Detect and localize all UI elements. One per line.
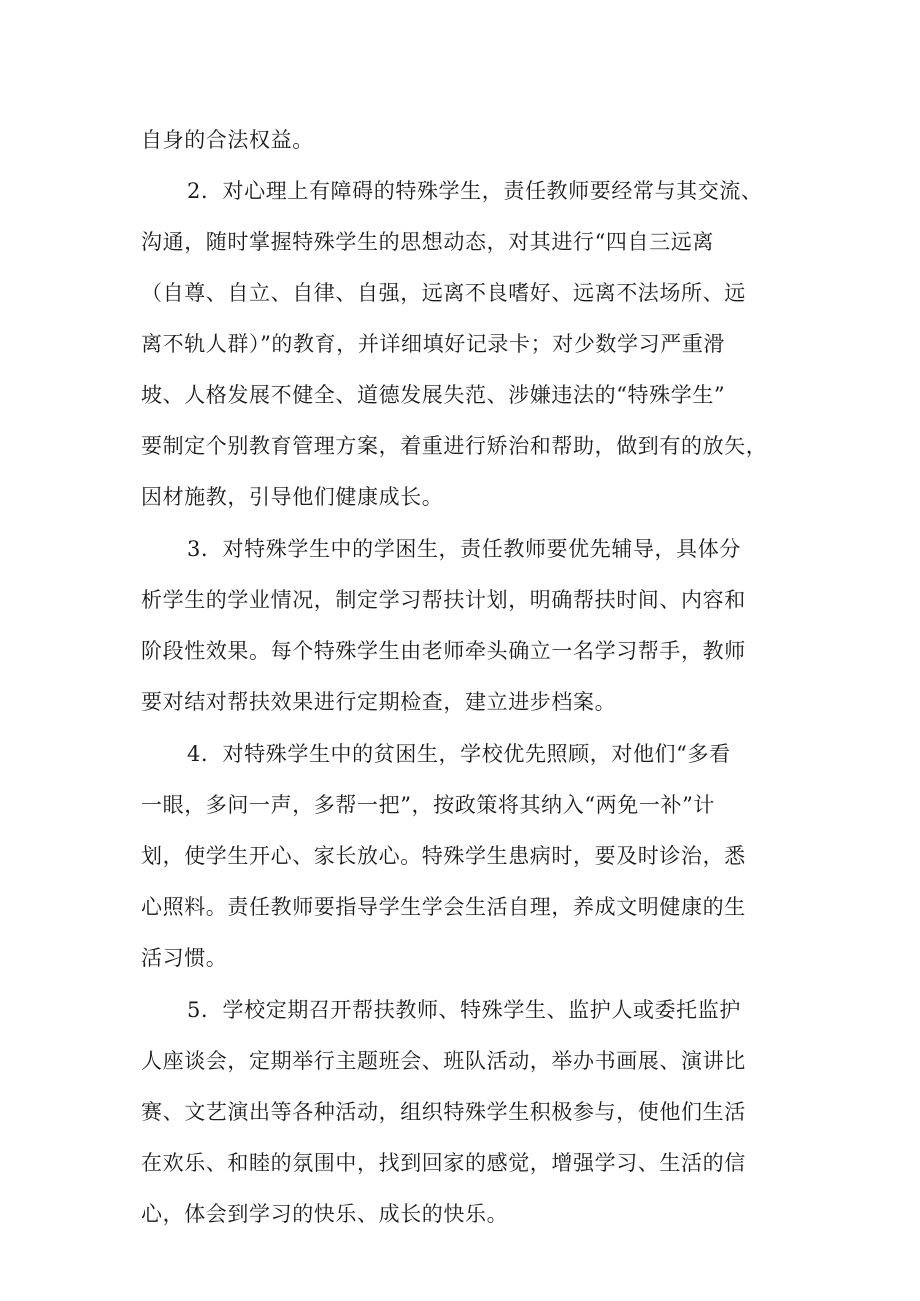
- paragraph-4-line-3: 在欢乐、和睦的氛围中，找到回家的感觉，增强学习、生活的信: [141, 1151, 746, 1175]
- paragraph-4-line-4: 心，体会到学习的快乐、成长的快乐。: [141, 1202, 509, 1226]
- paragraph-3-line-3: 心照料。责任教师要指导学生学会生活自理，养成文明健康的生: [141, 895, 746, 919]
- paragraph-1-line-3: 离不轨人群）”的教育，并详细填好记录卡；对少数学习严重滑: [141, 332, 726, 356]
- paragraph-3-line-1: 一眼，多问一声，多帮一把”，按政策将其纳入“两免一补”计: [141, 793, 716, 817]
- paragraph-1-line-0: 2．对心理上有障碍的特殊学生，责任教师要经常与其交流、: [187, 179, 763, 203]
- paragraph-3-line-2: 划，使学生开心、家长放心。特殊学生患病时，要及时诊治，悉: [141, 844, 746, 868]
- paragraph-3-line-0: 4．对特殊学生中的贫困生，学校优先照顾，对他们“多看: [187, 742, 731, 766]
- paragraph-1-line-5: 要制定个别教育管理方案，着重进行矫治和帮助，做到有的放矢，: [141, 434, 768, 458]
- paragraph-4-line-2: 赛、文艺演出等各种活动，组织特殊学生积极参与，使他们生活: [141, 1100, 746, 1124]
- paragraph-3-line-4: 活习惯。: [141, 946, 228, 970]
- paragraph-2-line-1: 析学生的学业情况，制定学习帮扶计划，明确帮扶时间、内容和: [141, 588, 746, 612]
- paragraph-0-line-0: 自身的合法权益。: [141, 128, 314, 152]
- paragraph-2-line-2: 阶段性效果。每个特殊学生由老师牵头确立一名学习帮手，教师: [141, 639, 746, 663]
- paragraph-4-line-0: 5．学校定期召开帮扶教师、特殊学生、监护人或委托监护: [187, 998, 741, 1022]
- paragraph-2-line-0: 3．对特殊学生中的学困生，责任教师要优先辅导，具体分: [187, 537, 741, 561]
- paragraph-1-line-4: 坡、人格发展不健全、道德发展失范、涉嫌违法的“特殊学生”: [141, 383, 726, 407]
- paragraph-2-line-3: 要对结对帮扶效果进行定期检查，建立进步档案。: [141, 690, 617, 714]
- paragraph-1-line-2: （自尊、自立、自律、自强，远离不良嗜好、远离不法场所、远: [141, 281, 746, 305]
- paragraph-1-line-6: 因材施教，引导他们健康成长。: [141, 485, 444, 509]
- paragraph-1-line-1: 沟通，随时掌握特殊学生的思想动态，对其进行“四自三远离: [141, 230, 714, 254]
- paragraph-4-line-1: 人座谈会，定期举行主题班会、班队活动，举办书画展、演讲比: [141, 1049, 746, 1073]
